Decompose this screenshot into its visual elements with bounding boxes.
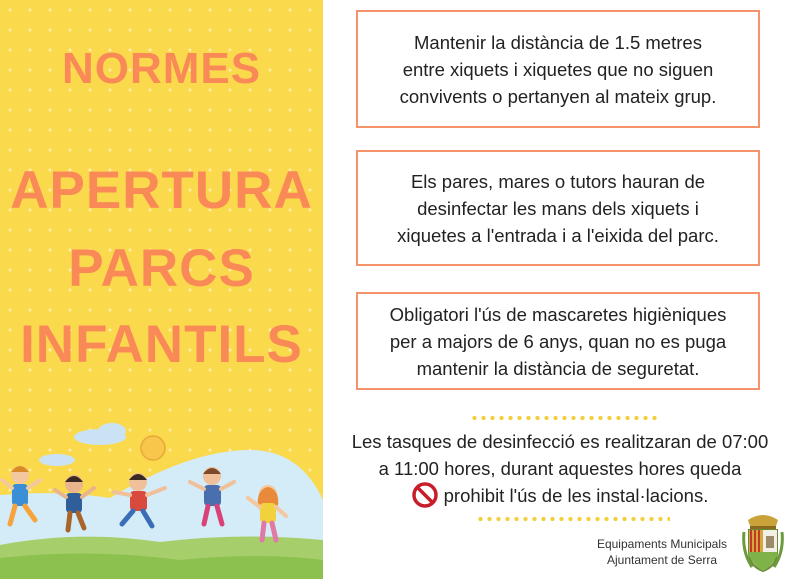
notice-line-3: prohibit l'ús de les instal·lacions.	[443, 485, 709, 506]
title-infantils: INFANTILS	[20, 315, 303, 374]
dotted-divider-bottom	[476, 517, 670, 521]
title-apertura: APERTURA	[10, 161, 313, 220]
title-parcs: PARCS	[68, 239, 255, 298]
children-jumping-illustration	[0, 420, 323, 579]
town-crest-icon	[740, 512, 786, 574]
footer-line-2: Ajuntament de Serra	[606, 553, 718, 567]
disinfection-notice	[330, 428, 790, 509]
notice-line-2: a 11:00 hores, durant aquestes hores queda	[378, 458, 742, 479]
notice-line-1: Les tasques de desinfecció es realitzaran de 07:00	[351, 431, 769, 452]
footer-line-1: Equipaments Municipals	[596, 537, 728, 551]
title-normes: NORMES	[61, 44, 262, 93]
rule-box-hand-disinfection	[356, 150, 760, 266]
rule-box-masks	[356, 292, 760, 390]
footer-credits	[584, 536, 740, 568]
prohibited-icon	[412, 482, 438, 508]
left-panel	[0, 0, 323, 579]
rule-text-hand-disinfection: Els pares, mares o tutors hauran de desinfectar les mans dels xiquets i xiquetes a l'entrada i a l'eixida del parc.	[397, 170, 719, 246]
rule-text-masks: Obligatori l'ús de mascaretes higièniques per a majors de 6 anys, quan no es puga mantenir la distància de seguretat.	[389, 303, 727, 379]
rule-box-distance	[356, 10, 760, 128]
notice-line-3-wrap	[330, 482, 790, 509]
dotted-divider-top	[470, 416, 660, 420]
rule-text-distance: Mantenir la distància de 1.5 metres entre xiquets i xiquetes que no siguen convivents o pertanyen al mateix grup.	[399, 31, 717, 107]
